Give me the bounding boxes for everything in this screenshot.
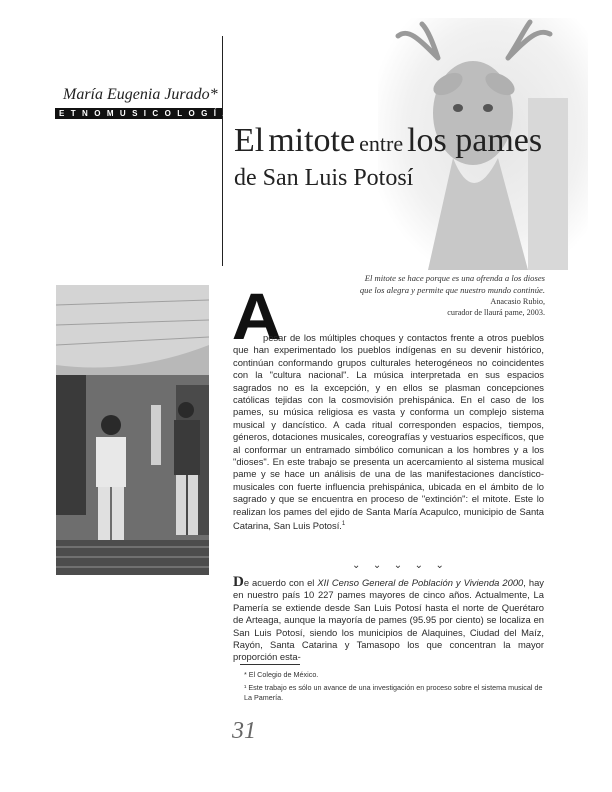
footnote-1: ¹ Este trabajo es sólo un avance de una investigación en proceso sobre el sistema musical de La Pamería. [244, 683, 543, 702]
section-ornament: ⌄ ⌄ ⌄ ⌄ ⌄ [352, 560, 449, 571]
body-paragraph-2: De acuerdo con el XII Censo General de Población y Vivienda 2000, hay en nuestro país 10 227 pames mayores de cinco años. Actualmente, La Pamería se extiende desde San Luis Potosí hasta el norte de Querétaro de Arteaga, aunque la mayoría de pames (95.95 por ciento) se localiza en San Luis Potosí, siendo los municipios de Alaquines, Ciudad del Maíz, Rayón, Santa Catarina y Tamasopo los que concentran la mayor proporción esta- [233, 574, 544, 663]
page-number: 31 [232, 718, 256, 744]
epigraph-attribution: Anacasio Rubio, curador de llaurá pame, 2003. [447, 297, 545, 317]
author-name: María Eugenia Jurado* [63, 86, 218, 103]
body-paragraph-1: pesar de los múltiples choques y contactos frente a otros pueblos que han experimentado los pueblos indígenas en su devenir histórico, continúan conformando grupos culturales heterogéneos no coincidentes con la "cultura nacional". La música interpretada en sus espacios sagrados no es la excepción, y en ellos se plasman concepciones católicas tejidas con la cosmovisión prehispánica. En el caso de los pames, su música religiosa es vasta y conforma un complejo sistema musical y dancístico. A cada ritual corresponden espacios, tiempos, géneros, dotaciones musicales, coreografías y vestuarios específicos, que al conformar un entramado simbólico comunican a los hombres y a los "dioses". En este trabajo se presenta un acercamiento al sistema musical pame y se hace un análisis de una de las manifestaciones dancístico-musicales con fuerte influencia prehispánica, ubicada en el ámbito de lo sagrado y que se encuentra en proceso de "extinción": el mitote. Este lo realizan los pames del ejido de Santa María Acapulco, municipio de Santa Catarina, San Luis Potosí.$^1$ [233, 332, 544, 532]
vertical-rule [222, 36, 223, 266]
ritual-dancers-photo [56, 285, 209, 575]
footnote-affiliation: * El Colegio de México. [244, 670, 319, 679]
epigraph-quote: El mitote se hace porque es una ofrenda a los dioses que los alegra y permite que nuestro mundo continúe. [359, 273, 545, 295]
drop-cap: A [231, 279, 282, 353]
article-title-line2: de San Luis Potosí [234, 165, 414, 191]
article-title: El mitote entre los pames [234, 122, 543, 159]
section-label: ETNOMUSICOLOGÍA [55, 108, 222, 119]
footnote-rule [240, 664, 300, 665]
